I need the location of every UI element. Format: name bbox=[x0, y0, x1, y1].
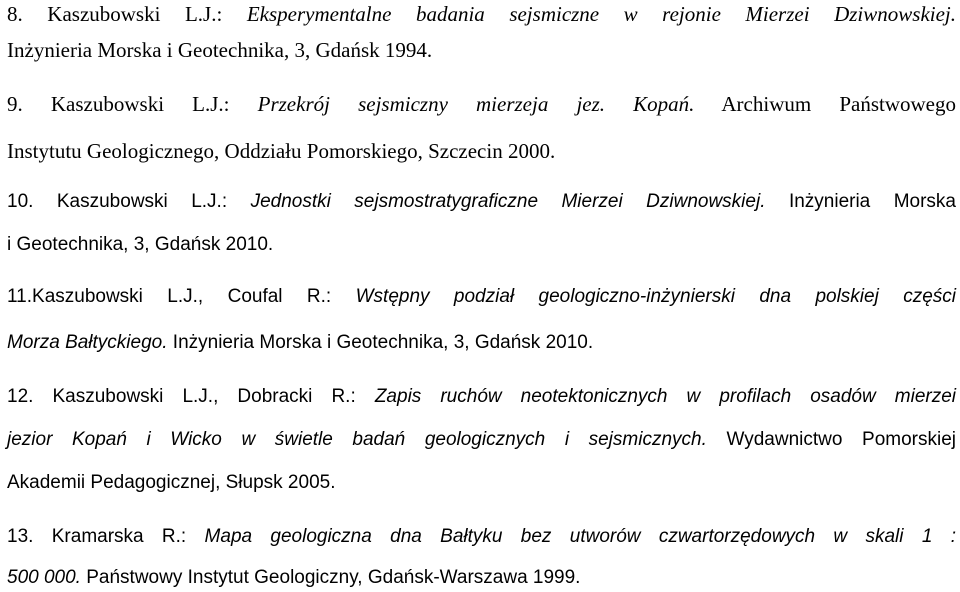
reference-source-cont: i Geotechnika, 3, Gdańsk 2010. bbox=[7, 234, 274, 255]
reference-number: 13. bbox=[7, 526, 34, 547]
reference-13-line-1 bbox=[7, 525, 956, 549]
reference-source: Inżynieria Morska i Geotechnika, 3, Gdańsk 2010. bbox=[172, 332, 594, 353]
reference-title-cont: Morza Bałtyckiego. bbox=[7, 332, 168, 353]
reference-title: Wstępny podział geologiczno-inżynierski dna polskiej części bbox=[355, 286, 956, 307]
reference-8-line-2 bbox=[7, 38, 960, 62]
reference-title: Eksperymentalne badania sejsmiczne w rejonie Mierzei Dziwnowskiej. bbox=[246, 2, 957, 26]
reference-12-line-3 bbox=[7, 471, 960, 495]
reference-11-line-2 bbox=[7, 331, 960, 355]
reference-source: Inżynieria Morska bbox=[788, 191, 956, 212]
reference-8-line-1 bbox=[7, 2, 956, 26]
reference-title-cont: jezior Kopań i Wicko w świetle badań geologicznych i sejsmicznych. bbox=[7, 429, 707, 450]
reference-12-line-1 bbox=[7, 385, 956, 409]
reference-authors: Kaszubowski L.J., Coufal R.: bbox=[32, 286, 332, 307]
reference-title: Zapis ruchów neotektonicznych w profilach osadów mierzei bbox=[374, 386, 957, 407]
reference-11-line-1 bbox=[7, 285, 956, 309]
reference-title: Mapa geologiczna dna Bałtyku bez utworów czwartorzędowych w skali 1 : bbox=[204, 526, 956, 547]
reference-number: 9. bbox=[7, 92, 23, 116]
reference-authors: Kaszubowski L.J.: bbox=[56, 191, 228, 212]
reference-title-cont: 500 000. bbox=[7, 567, 81, 588]
reference-title: Jednostki sejsmostratygraficzne Mierzei Dziwnowskiej. bbox=[250, 191, 766, 212]
reference-source-cont: Instytutu Geologicznego, Oddziału Pomorskiego, Szczecin 2000. bbox=[7, 139, 556, 163]
reference-source: Państwowy Instytut Geologiczny, Gdańsk-Warszawa 1999. bbox=[86, 567, 581, 588]
reference-12-line-2 bbox=[7, 428, 956, 452]
reference-authors: Kaszubowski L.J.: bbox=[50, 92, 230, 116]
reference-authors: Kramarska R.: bbox=[51, 526, 187, 547]
reference-title: Przekrój sejsmiczny mierzeja jez. Kopań. bbox=[257, 92, 695, 116]
reference-source: Inżynieria Morska i Geotechnika, 3, Gdańsk 1994. bbox=[7, 38, 433, 62]
reference-number: 10. bbox=[7, 191, 34, 212]
reference-source: Archiwum Państwowego bbox=[721, 92, 956, 116]
reference-source-cont: Akademii Pedagogicznej, Słupsk 2005. bbox=[7, 472, 336, 493]
reference-number: 11. bbox=[7, 286, 33, 307]
reference-9-line-1 bbox=[7, 92, 956, 116]
reference-13-line-2 bbox=[7, 566, 960, 590]
reference-authors: Kaszubowski L.J., Dobracki R.: bbox=[52, 386, 356, 407]
reference-number: 8. bbox=[7, 2, 23, 26]
reference-authors: Kaszubowski L.J.: bbox=[47, 2, 223, 26]
reference-10-line-2 bbox=[7, 233, 960, 257]
reference-source: Wydawnictwo Pomorskiej bbox=[726, 429, 956, 450]
reference-number: 12. bbox=[7, 386, 34, 407]
reference-10-line-1 bbox=[7, 190, 956, 214]
reference-9-line-2 bbox=[7, 139, 960, 163]
